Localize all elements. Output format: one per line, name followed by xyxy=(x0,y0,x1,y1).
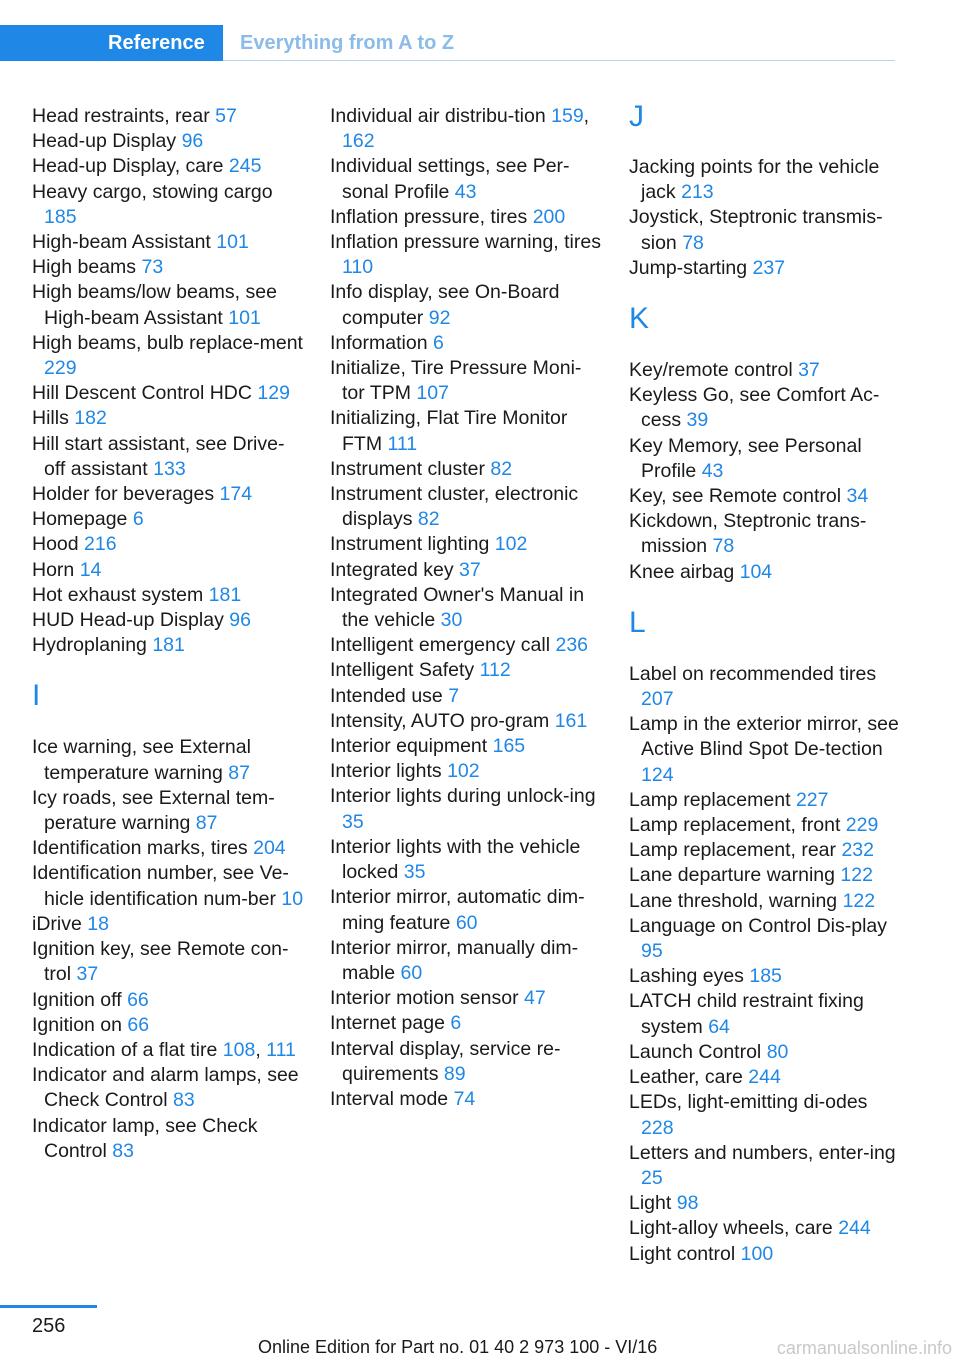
index-column-3 xyxy=(629,100,901,1267)
page-reference-link[interactable]: 82 xyxy=(417,508,440,531)
section-tab[interactable]: Reference xyxy=(0,25,223,61)
index-entry xyxy=(330,280,602,330)
index-entry xyxy=(32,735,304,785)
index-entry xyxy=(629,914,901,964)
index-entry-text: Interior lights xyxy=(330,760,442,783)
index-entry-text: Interior equipment xyxy=(330,735,488,758)
page-reference-link[interactable]: 102 xyxy=(447,760,480,783)
index-entry-text: Interior motion sensor xyxy=(330,987,519,1010)
index-letter-heading: K xyxy=(629,302,650,336)
index-entry-text: Ignition on xyxy=(32,1013,122,1036)
page-reference-link[interactable]: 101 xyxy=(228,306,261,329)
index-entry xyxy=(629,712,901,788)
page-reference-link[interactable]: 6 xyxy=(132,508,144,531)
index-entry-text: Hood xyxy=(32,533,79,556)
index-entry-text: Inflation pressure, tires xyxy=(330,205,528,228)
index-entry xyxy=(330,356,602,406)
index-entry xyxy=(32,1063,304,1113)
index-entry xyxy=(32,1013,304,1038)
index-entry-text: High beams xyxy=(32,256,137,279)
index-entry-text: Head-up Display xyxy=(32,130,177,153)
page-reference-link[interactable]: 122 xyxy=(840,864,873,887)
index-entry xyxy=(32,104,304,129)
page-reference-link[interactable]: 213 xyxy=(681,181,714,204)
index-entry-text: Interval mode xyxy=(330,1087,449,1110)
index-entry xyxy=(32,633,304,658)
index-entry-text: Hill Descent Control HDC xyxy=(32,382,252,405)
page-reference-link[interactable]: 18 xyxy=(87,912,109,935)
index-entry-text: Label on recommended tires xyxy=(629,662,877,685)
page-reference-link[interactable]: 73 xyxy=(141,256,164,279)
index-entry xyxy=(629,1191,901,1216)
page-reference-link[interactable]: 35 xyxy=(403,861,426,884)
index-entry xyxy=(32,1114,304,1164)
index-entry-text: Knee airbag xyxy=(629,560,735,583)
page-reference-link[interactable]: 236 xyxy=(555,634,589,657)
index-entry xyxy=(330,709,602,734)
index-entry-text: Intensity, AUTO pro-gram xyxy=(330,709,550,732)
index-entry xyxy=(330,1011,602,1036)
index-entry xyxy=(629,509,901,559)
index-entry xyxy=(32,154,304,179)
index-entry xyxy=(330,205,602,230)
page-reference-link[interactable]: 185 xyxy=(749,965,782,988)
index-entry-text: Key Memory, see Personal Profile xyxy=(629,434,862,482)
index-entry xyxy=(629,1242,901,1267)
page-reference-link[interactable]: 60 xyxy=(455,911,478,934)
page-reference-link[interactable]: 104 xyxy=(739,560,773,583)
page-reference-link[interactable]: 204 xyxy=(253,837,286,860)
page-reference-link[interactable]: 232 xyxy=(841,839,874,862)
page-reference-link[interactable]: 244 xyxy=(748,1066,781,1089)
index-entry-text: Letters and numbers, enter-ing xyxy=(629,1141,896,1164)
page-reference-link[interactable]: 74 xyxy=(453,1087,476,1110)
index-column-1 xyxy=(32,104,304,1164)
page-reference-link[interactable]: 43 xyxy=(454,180,477,203)
index-entry xyxy=(629,1216,901,1241)
index-entry xyxy=(330,986,602,1011)
index-entry-text: Ignition off xyxy=(32,988,122,1011)
page-reference-link[interactable]: 216 xyxy=(84,533,117,556)
index-entry-text: High beams/low beams, see High-beam Assistant xyxy=(32,281,277,329)
page-reference-link[interactable]: 101 xyxy=(216,231,249,254)
index-entry xyxy=(32,608,304,633)
page-reference-link[interactable]: 78 xyxy=(712,535,735,558)
page-reference-link[interactable]: 25 xyxy=(641,1166,663,1189)
index-entry xyxy=(629,788,901,813)
index-entry-text: Instrument lighting xyxy=(330,533,490,556)
index-entry xyxy=(32,532,304,557)
index-entry-text: Identification number, see Ve-hicle identification num-ber xyxy=(32,862,289,910)
page-number: 256 xyxy=(32,1315,66,1337)
index-entry xyxy=(330,885,602,935)
page-reference-link[interactable]: 89 xyxy=(443,1062,466,1085)
page-reference-link[interactable]: 165 xyxy=(492,735,526,758)
index-entry xyxy=(629,964,901,989)
index-entry-text: Heavy cargo, stowing cargo xyxy=(32,180,273,203)
index-entry xyxy=(330,532,602,557)
page-reference-link[interactable]: 95 xyxy=(641,940,663,963)
page-reference-link[interactable]: 78 xyxy=(682,231,704,254)
index-entry xyxy=(330,457,602,482)
page-reference-link[interactable]: 80 xyxy=(766,1040,789,1063)
index-entry-text: Identification marks, tires xyxy=(32,837,248,860)
page-reference-link[interactable]: 245 xyxy=(228,155,262,178)
page-reference-link[interactable]: 159 xyxy=(551,105,584,127)
index-entry-text: Key, see Remote control xyxy=(629,485,842,508)
page-reference-link[interactable]: 111 xyxy=(266,1038,296,1061)
index-entry xyxy=(330,583,602,633)
index-entry xyxy=(629,484,901,509)
index-entry xyxy=(629,889,901,914)
index-entry-text: Lashing eyes xyxy=(629,965,744,988)
index-entry-text: Light xyxy=(629,1192,672,1215)
index-entry-text: Joystick, Steptronic transmis-sion xyxy=(629,206,883,254)
index-entry-text: Internet page xyxy=(330,1012,445,1035)
index-entry-text: iDrive xyxy=(32,912,82,935)
index-letter-heading: L xyxy=(629,605,646,639)
index-entry-text: Icy roads, see External tem-perature warning xyxy=(32,786,275,835)
page-reference-link[interactable]: 92 xyxy=(428,306,451,329)
index-entry-text: Interior mirror, manually dim-mable xyxy=(330,936,579,984)
index-entry xyxy=(330,558,602,583)
index-entry-text: Key/remote control xyxy=(629,359,793,382)
page-reference-link[interactable]: 162 xyxy=(342,130,375,153)
index-entry-text: Individual air distribu-tion xyxy=(330,105,546,127)
page-reference-link[interactable]: 37 xyxy=(76,963,99,986)
header-divider xyxy=(223,60,895,61)
index-entry xyxy=(330,734,602,759)
index-entry xyxy=(330,835,602,885)
page-reference-link[interactable]: 6 xyxy=(432,331,444,354)
index-entry-text: Ice warning, see External temperature warning xyxy=(32,736,251,784)
index-entry-text: Inflation pressure warning, tires xyxy=(330,231,601,254)
index-entry-text: HUD Head-up Display xyxy=(32,609,224,632)
index-entry xyxy=(32,280,304,330)
page-reference-link[interactable]: 237 xyxy=(752,256,786,279)
page-reference-link[interactable]: 83 xyxy=(172,1089,195,1112)
page-reference-link[interactable]: 34 xyxy=(846,485,869,508)
page-reference-link[interactable]: 83 xyxy=(112,1139,134,1162)
index-entry xyxy=(629,560,901,585)
page-reference-link[interactable]: 124 xyxy=(641,763,674,786)
index-entry-text: Head restraints, rear xyxy=(32,105,210,127)
page-reference-link[interactable]: 133 xyxy=(153,457,186,480)
page-reference-link[interactable]: 229 xyxy=(845,814,879,837)
index-letter-heading: J xyxy=(629,100,644,133)
index-entry xyxy=(32,988,304,1013)
page-reference-link[interactable]: 37 xyxy=(798,359,820,382)
page-reference-link[interactable]: 174 xyxy=(219,483,253,506)
page-reference-link[interactable]: 14 xyxy=(79,558,102,581)
index-entry xyxy=(629,205,901,255)
index-entry xyxy=(629,813,901,838)
index-entry xyxy=(32,381,304,406)
index-entry-text: Hydroplaning xyxy=(32,634,147,657)
index-entry xyxy=(32,180,304,230)
page-reference-link[interactable]: 102 xyxy=(494,533,528,556)
index-entry-text: Integrated Owner's Manual in the vehicle xyxy=(330,583,585,632)
page-reference-link[interactable]: 47 xyxy=(524,987,546,1010)
index-entry-text: Leather, care xyxy=(629,1066,743,1089)
index-entry-text: Information xyxy=(330,331,428,354)
page-reference-link[interactable]: 244 xyxy=(838,1217,871,1240)
page-reference-link[interactable]: 227 xyxy=(795,788,829,811)
index-entry-text: Language on Control Dis-play xyxy=(629,914,887,937)
index-entry xyxy=(330,759,602,784)
index-entry xyxy=(32,937,304,987)
index-entry: Indication of a flat tire 108, 111 xyxy=(32,1038,296,1061)
page-reference-link[interactable]: 82 xyxy=(490,457,513,480)
index-entry xyxy=(330,482,602,532)
index-entry-text: Lane threshold, warning xyxy=(629,889,838,912)
index-entry xyxy=(629,1090,901,1140)
index-entry xyxy=(32,861,304,911)
index-entry-text: Intelligent Safety xyxy=(330,659,475,682)
index-entry-text: Intelligent emergency call xyxy=(330,634,551,657)
page-reference-link[interactable]: 200 xyxy=(532,205,566,228)
index-entry-text: Interior lights during unlock-ing xyxy=(330,785,596,808)
index-entry-text: Interior lights with the vehicle locked xyxy=(330,835,581,884)
page-reference-link[interactable]: 107 xyxy=(416,382,449,405)
page-reference-link[interactable]: 87 xyxy=(228,761,250,784)
index-entry-text: LEDs, light-emitting di-odes xyxy=(629,1091,868,1114)
topic-title[interactable]: Everything from A to Z xyxy=(240,32,455,54)
page-reference-link[interactable]: 64 xyxy=(708,1015,730,1038)
index-entry-text: Launch Control xyxy=(629,1040,762,1063)
index-entry-text: Light-alloy wheels, care xyxy=(629,1217,833,1240)
page-reference-link[interactable]: 30 xyxy=(440,609,463,632)
page-reference-link[interactable]: 60 xyxy=(400,961,423,984)
index-entry xyxy=(629,256,901,281)
page-reference-link[interactable]: 161 xyxy=(554,709,588,732)
page-reference-link[interactable]: 87 xyxy=(195,812,218,835)
index-entry-text: Horn xyxy=(32,558,75,581)
page-reference-link[interactable]: 111 xyxy=(387,432,418,455)
index-entry-text: Interval display, service re-quirements xyxy=(330,1037,561,1085)
page-reference-link[interactable]: 129 xyxy=(257,382,290,405)
index-entry-text: Instrument cluster xyxy=(330,457,485,480)
index-entry xyxy=(629,863,901,888)
index-entry-text: Ignition key, see Remote con-trol xyxy=(32,938,289,986)
index-entry xyxy=(629,358,901,383)
index-entry-text: Light control xyxy=(629,1242,736,1265)
index-entry-text: Jacking points for the vehicle jack xyxy=(629,156,880,204)
index-entry xyxy=(32,331,304,381)
index-entry xyxy=(629,1040,901,1065)
index-entry-text: Lamp replacement, front xyxy=(629,814,841,837)
index-entry-text: Indicator and alarm lamps, see Check Control xyxy=(32,1064,299,1112)
page-reference-link[interactable]: 100 xyxy=(740,1242,774,1265)
page-reference-link[interactable]: 39 xyxy=(686,409,709,432)
index-entry xyxy=(330,658,602,683)
index-entry xyxy=(629,662,901,712)
index-entry-text: Lamp replacement, rear xyxy=(629,839,837,862)
page-reference-link[interactable]: 6 xyxy=(450,1012,462,1035)
page-reference-link[interactable]: 181 xyxy=(152,634,185,657)
index-entry xyxy=(32,406,304,431)
index-entry-text: Kickdown, Steptronic trans-mission xyxy=(629,510,867,558)
index-entry xyxy=(32,786,304,836)
page-reference-link[interactable]: 57 xyxy=(215,105,237,127)
index-entry-text: Initializing, Flat Tire Monitor FTM xyxy=(330,407,568,455)
page-reference-link[interactable]: 96 xyxy=(229,609,251,632)
index-entry-text: Homepage xyxy=(32,508,128,531)
index-entry xyxy=(330,1037,602,1087)
index-entry-text: Indication of a flat tire xyxy=(32,1038,218,1061)
edition-note: Online Edition for Part no. 01 40 2 973 100 - VI/16 xyxy=(258,1337,658,1357)
index-entry xyxy=(32,836,304,861)
watermark: carmanualsonline.info xyxy=(776,1338,952,1358)
index-entry-text: Hot exhaust system xyxy=(32,583,204,606)
index-entry-text: LATCH child restraint fixing system xyxy=(629,990,864,1038)
index-entry xyxy=(330,230,602,280)
index-entry-text: Keyless Go, see Comfort Ac-cess xyxy=(629,384,880,432)
page-reference-link[interactable]: 10 xyxy=(281,887,304,910)
index-entry xyxy=(629,1065,901,1090)
page-reference-link[interactable]: 229 xyxy=(44,357,77,380)
index-entry xyxy=(32,432,304,482)
page-reference-link[interactable]: 7 xyxy=(448,684,460,707)
index-entry-text: High-beam Assistant xyxy=(32,231,211,254)
index-entry-text: Instrument cluster, electronic displays xyxy=(330,483,579,531)
index-entry-text: Indicator lamp, see Check Control xyxy=(32,1114,258,1162)
index-entry xyxy=(330,331,602,356)
index-entry: Individual air distribu-tion 159, 162 xyxy=(330,105,590,153)
index-entry xyxy=(330,1087,602,1112)
index-entry-text: Lane departure warning xyxy=(629,864,835,887)
index-entry-text: Lamp in the exterior mirror, see Active Blind Spot De-tection xyxy=(629,713,899,761)
page-reference-link[interactable]: 43 xyxy=(701,459,724,482)
index-entry xyxy=(629,383,901,433)
index-entry xyxy=(32,507,304,532)
index-entry xyxy=(32,230,304,255)
index-letter-heading: I xyxy=(32,679,41,713)
index-entry xyxy=(32,558,304,583)
page-reference-link[interactable]: 122 xyxy=(842,889,876,912)
index-entry xyxy=(330,154,602,204)
index-entry xyxy=(32,129,304,154)
page-reference-link[interactable]: 37 xyxy=(459,558,481,581)
index-entry xyxy=(330,406,602,456)
page-reference-link[interactable]: 112 xyxy=(479,659,511,682)
index-entry xyxy=(32,583,304,608)
footer-accent-line xyxy=(0,1305,97,1308)
index-entry xyxy=(330,784,602,834)
page-reference-link[interactable]: 98 xyxy=(676,1192,699,1215)
index-entry xyxy=(629,434,901,484)
index-entry xyxy=(330,684,602,709)
index-entry-text: Integrated key xyxy=(330,558,454,581)
index-entry-text: Initialize, Tire Pressure Moni-tor TPM xyxy=(330,357,582,405)
index-entry xyxy=(629,989,901,1039)
index-entry-text: Individual settings, see Per-sonal Profile xyxy=(330,155,570,203)
index-entry xyxy=(629,838,901,863)
page-reference-link[interactable]: 110 xyxy=(342,256,374,279)
page-reference-link[interactable]: 185 xyxy=(44,205,77,228)
page-reference-link[interactable]: 181 xyxy=(208,583,242,606)
index-entry-text: Hills xyxy=(32,407,69,430)
index-column-2 xyxy=(330,104,602,1112)
index-entry-text: Lamp replacement xyxy=(629,788,791,811)
header-bar xyxy=(0,25,895,61)
index-entry-text: High beams, bulb replace-ment xyxy=(32,331,303,354)
index-entry-text: Head-up Display, care xyxy=(32,155,224,178)
index-entry-text: Interior mirror, automatic dim-ming feature xyxy=(330,886,585,934)
index-entry xyxy=(330,936,602,986)
index-entry-text: Jump-starting xyxy=(629,256,748,279)
page-reference-link[interactable]: 66 xyxy=(127,988,149,1011)
index-entry-text: Holder for beverages xyxy=(32,483,215,506)
index-entry xyxy=(330,633,602,658)
page-reference-link[interactable]: 228 xyxy=(641,1116,674,1139)
index-entry-text: Intended use xyxy=(330,684,443,707)
page-reference-link[interactable]: 182 xyxy=(74,407,107,430)
index-entry xyxy=(629,1141,901,1191)
index-entry xyxy=(32,255,304,280)
page-reference-link[interactable]: 66 xyxy=(127,1013,150,1036)
index-entry xyxy=(629,155,901,205)
index-entry-text: Hill start assistant, see Drive-off assistant xyxy=(32,432,285,480)
index-entry-text: Info display, see On-Board computer xyxy=(330,281,560,329)
page-reference-link[interactable]: 207 xyxy=(641,688,674,711)
page-reference-link[interactable]: 35 xyxy=(342,810,364,833)
index-entry xyxy=(32,482,304,507)
page-reference-link[interactable]: 108 xyxy=(222,1038,256,1061)
page-reference-link[interactable]: 96 xyxy=(181,130,204,153)
index-entry xyxy=(32,912,304,937)
